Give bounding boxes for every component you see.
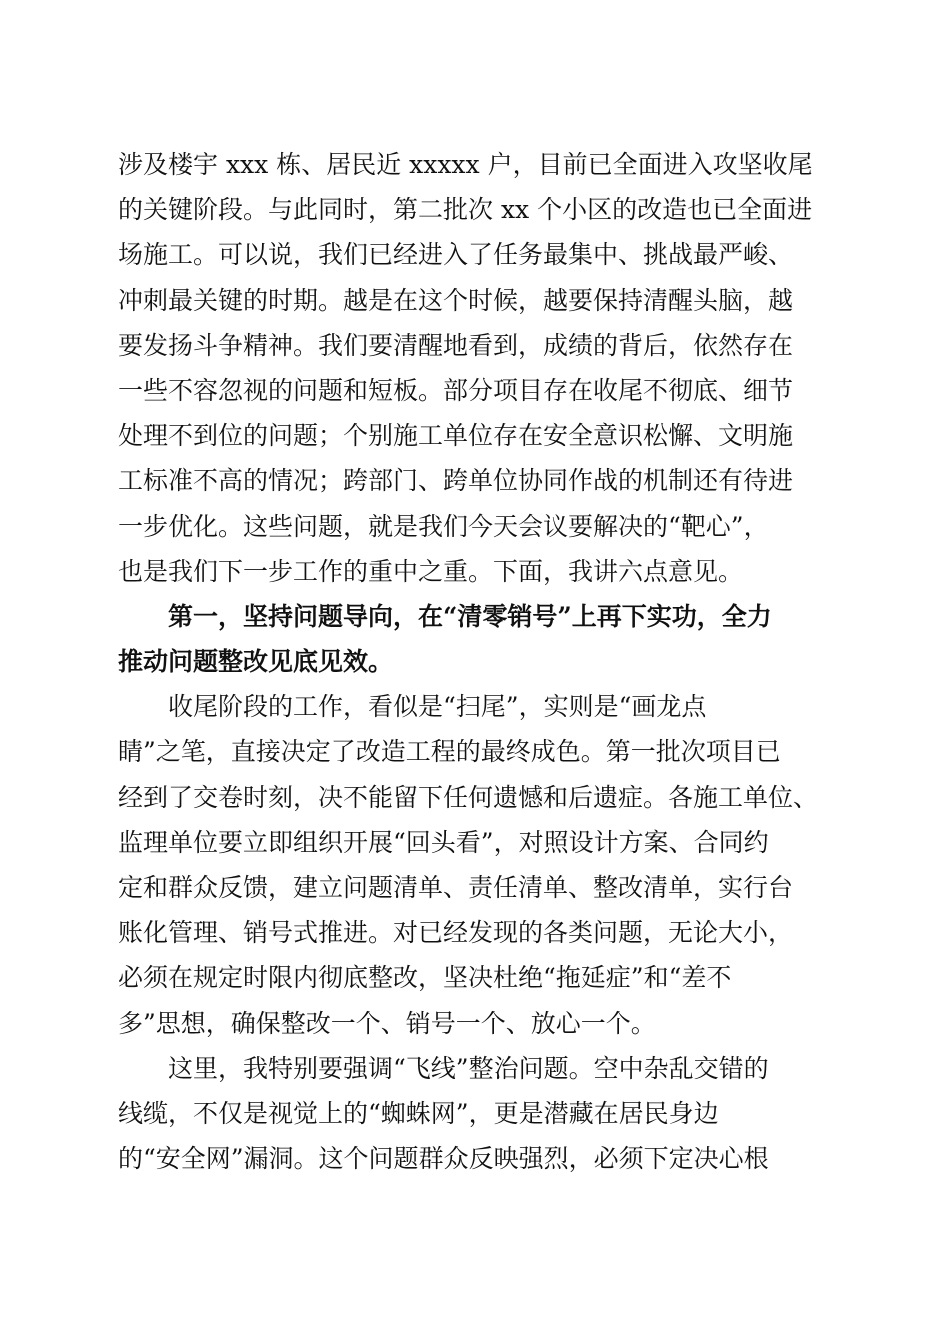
paragraph-line: 必须在规定时限内彻底整改，坚决杜绝“拖延症”和“差不 bbox=[118, 963, 732, 993]
paragraph-line: 的“安全网”漏洞。这个问题群众反映强烈，必须下定决心根 bbox=[118, 1144, 769, 1174]
paragraph-line: 处理不到位的问题；个别施工单位存在安全意识松懈、文明施 bbox=[118, 421, 794, 451]
paragraph-line: 的关键阶段。与此同时，第二批次 xx 个小区的改造也已全面进 bbox=[118, 195, 813, 225]
paragraph-line: 账化管理、销号式推进。对已经发现的各类问题，无论大小， bbox=[118, 918, 794, 948]
paragraph-line: 睛”之笔，直接决定了改造工程的最终成色。第一批次项目已 bbox=[118, 737, 781, 767]
heading-line: 推动问题整改见底见效。 bbox=[118, 647, 394, 677]
paragraph-line: 涉及楼宇 xxx 栋、居民近 xxxxx 户，目前已全面进入攻坚收尾 bbox=[118, 150, 813, 179]
paragraph-line: 定和群众反馈，建立问题清单、责任清单、整改清单，实行台 bbox=[118, 873, 794, 902]
paragraph-line: 多”思想，确保整改一个、销号一个、放心一个。 bbox=[118, 1008, 656, 1038]
paragraph-line: 这里，我特别要强调“飞线”整治问题。空中杂乱交错的 bbox=[168, 1053, 769, 1083]
paragraph-line: 监理单位要立即组织开展“回头看”，对照设计方案、合同约 bbox=[118, 827, 769, 857]
paragraph-line: 收尾阶段的工作，看似是“扫尾”，实则是“画龙点 bbox=[168, 692, 707, 722]
paragraph-line: 一步优化。这些问题，就是我们今天会议要解决的“靶心”， bbox=[118, 511, 769, 541]
heading-line: 第一，坚持问题导向，在“清零销号”上再下实功，全力 bbox=[168, 601, 772, 631]
paragraph-line: 经到了交卷时刻，决不能留下任何遗憾和后遗症。各施工单位、 bbox=[118, 782, 819, 812]
document-body bbox=[118, 142, 838, 1181]
paragraph-line: 场施工。可以说，我们已经进入了任务最集中、挑战最严峻、 bbox=[118, 240, 794, 270]
paragraph-line: 冲刺最关键的时期。越是在这个时候，越要保持清醒头脑，越 bbox=[118, 285, 794, 315]
paragraph-line: 要发扬斗争精神。我们要清醒地看到，成绩的背后，依然存在 bbox=[118, 330, 794, 360]
paragraph-line: 也是我们下一步工作的重中之重。下面，我讲六点意见。 bbox=[118, 556, 744, 586]
paragraph-line: 一些不容忽视的问题和短板。部分项目存在收尾不彻底、细节 bbox=[118, 375, 794, 405]
paragraph-line: 线缆，不仅是视觉上的“蜘蛛网”，更是潜藏在居民身边 bbox=[118, 1098, 719, 1128]
paragraph-line: 工标准不高的情况；跨部门、跨单位协同作战的机制还有待进 bbox=[118, 466, 794, 496]
